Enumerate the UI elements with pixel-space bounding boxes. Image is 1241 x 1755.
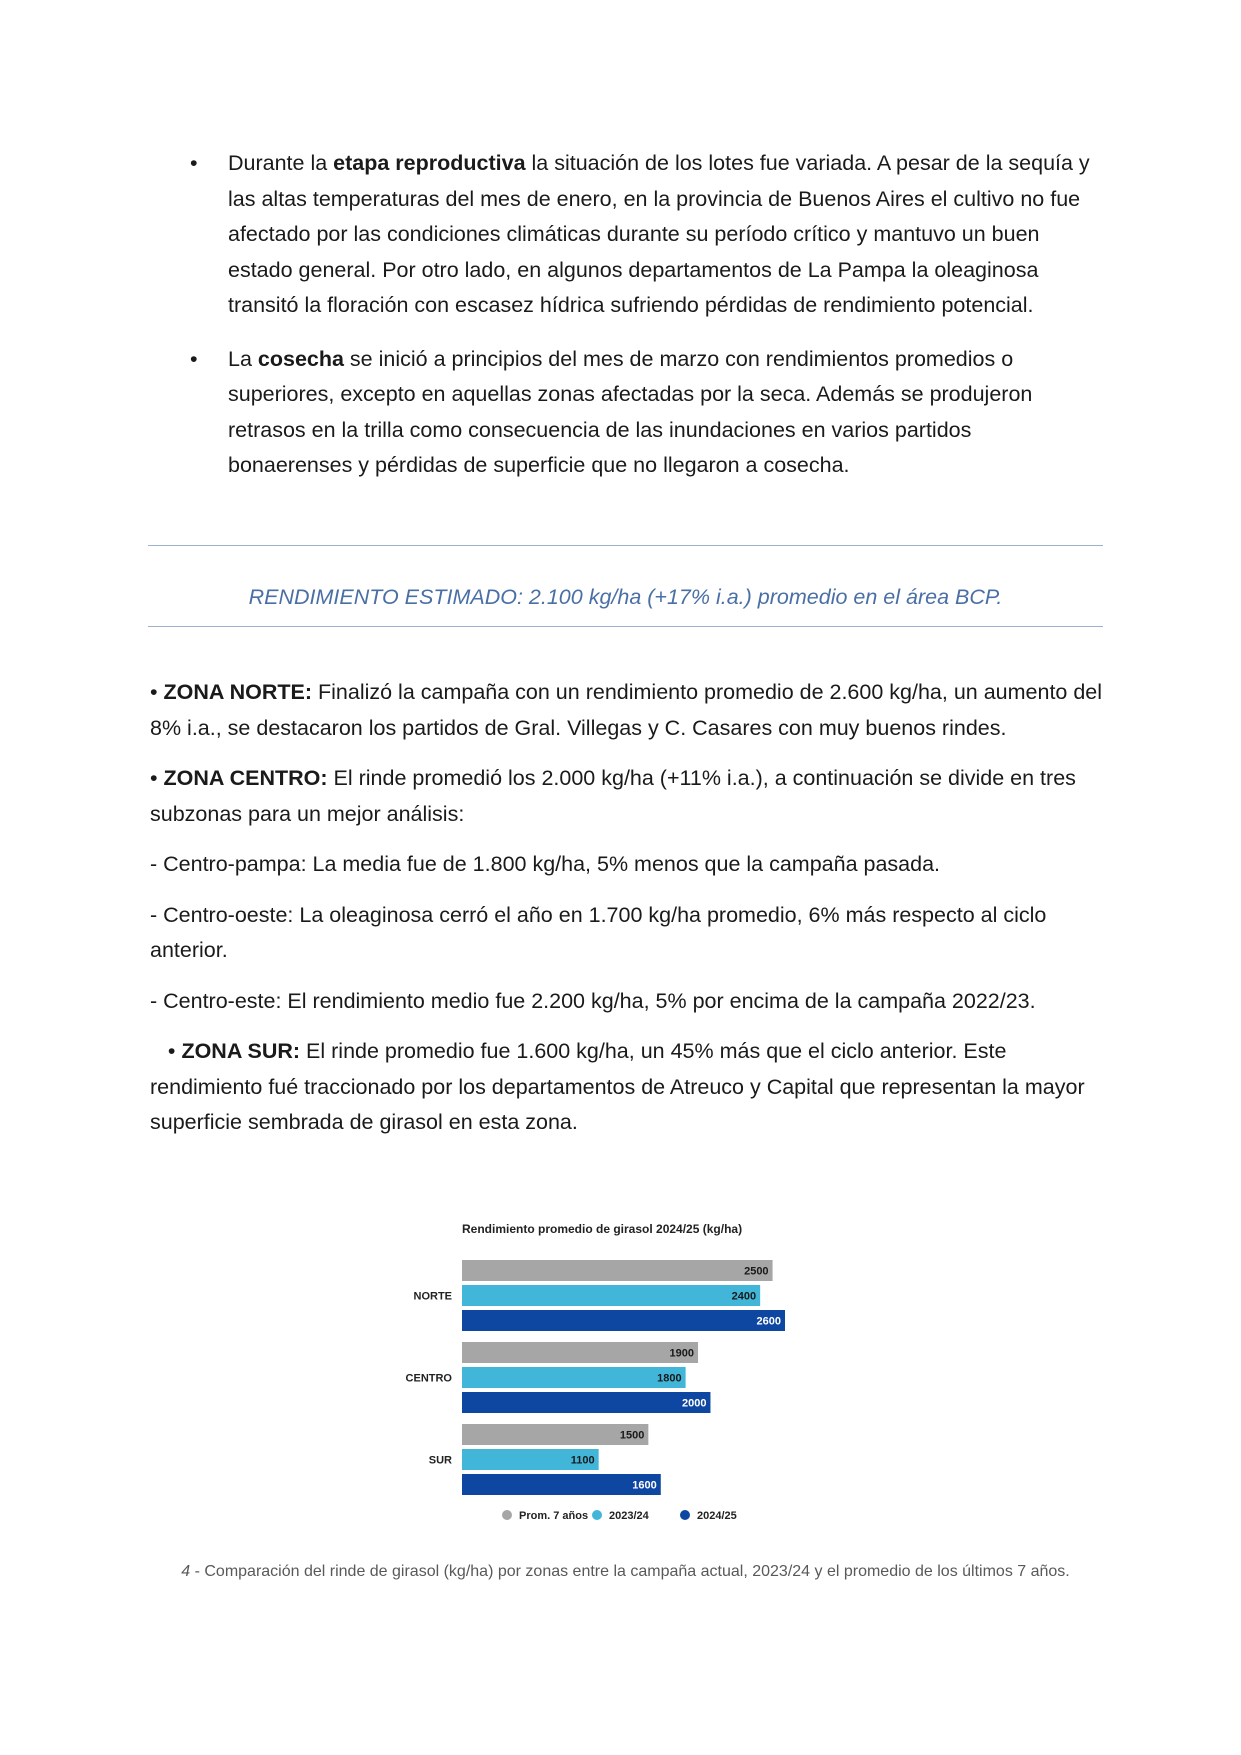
bullet-reproductive-stage: • Durante la etapa reproductiva la situación de los lotes fue variada. A pesar de la sequía y las altas temperaturas del mes de enero, en la provincia de Buenos Aires el cultivo no fue afectado por las condiciones climáticas durante su período crítico y mantuvo un buen estado general. Por otro lado, en algunos departamentos de La Pampa la oleaginosa transitó la floración con escasez hídrica sufriendo pérdidas de rendimiento potencial.: [190, 146, 1090, 324]
category-label-centro: CENTRO: [405, 1372, 452, 1385]
subzone-centro-oeste: - Centro-oeste: La oleaginosa cerró el año en 1.700 kg/ha promedio, 6% más respecto al ciclo anterior.: [150, 902, 1047, 962]
yield-bar-chart: [395, 1215, 815, 1545]
legend-label-3: 2024/25: [697, 1510, 737, 1522]
divider-top: [148, 545, 1103, 546]
legend-label-1: Prom. 7 años: [519, 1510, 589, 1522]
bold-term: etapa reproductiva: [333, 151, 526, 175]
divider-bottom: [148, 626, 1103, 627]
chart-title: Rendimiento promedio de girasol 2024/25 (kg/ha): [462, 1222, 743, 1236]
yield-highlight: RENDIMIENTO ESTIMADO: 2.100 kg/ha (+17% i.a.) promedio en el área BCP.: [248, 585, 1003, 609]
bar-norte-1: [462, 1260, 773, 1281]
bar-centro-2: [462, 1367, 686, 1388]
data-label-sur-2: 1100: [570, 1454, 595, 1467]
subzone-centro-pampa: - Centro-pampa: La media fue de 1.800 kg/ha, 5% menos que la campaña pasada.: [150, 852, 941, 876]
data-label-sur-3: 1600: [632, 1479, 657, 1492]
bold-term: cosecha: [257, 346, 344, 371]
subzone-centro-este: - Centro-este: El rendimiento medio fue 2.200 kg/ha, 5% por encima de la campaña 2022/23.: [150, 988, 1036, 1013]
data-label-centro-2: 1800: [657, 1372, 682, 1385]
legend-marker-1: [502, 1510, 512, 1520]
bullet-marker: •: [190, 151, 198, 175]
bullet-marker: •: [190, 346, 198, 371]
figure-number: 4: [181, 1563, 191, 1580]
data-label-norte-3: 2600: [756, 1315, 781, 1328]
chart-svg: [395, 1215, 815, 1545]
data-label-norte-1: 2500: [744, 1265, 769, 1278]
legend-marker-2: [592, 1510, 602, 1520]
bar-centro-3: [462, 1392, 710, 1413]
zone-norte-paragraph: • ZONA NORTE: Finalizó la campaña con un rendimiento promedio de 2.600 kg/ha, un aumento del 8% i.a., se destacaron los partidos de Gral. Villegas y C. Casares con muy buenos rindes.: [150, 680, 1103, 740]
zone-centro-paragraph: • ZONA CENTRO: El rinde promedió los 2.000 kg/ha (+11% i.a.), a continuación se divide en tres subzonas para un mejor análisis:: [150, 766, 1076, 826]
data-label-centro-3: 2000: [681, 1397, 707, 1410]
legend-label-2: 2023/24: [609, 1510, 649, 1522]
legend-marker-3: [680, 1510, 690, 1520]
category-label-norte: NORTE: [413, 1290, 452, 1303]
bar-norte-3: [462, 1310, 785, 1331]
data-label-sur-1: 1500: [619, 1429, 645, 1442]
caption-text: - Comparación del rinde de girasol (kg/ha) por zonas entre la campaña actual, 2023/24 y el promedio de los últimos 7 años.: [190, 1563, 1070, 1580]
bullet-harvest: • La cosecha se inició a principios del mes de marzo con rendimientos promedios o superiores, excepto en aquellas zonas afectadas por la seca. Además se produjeron retrasos en la trilla como consecuencia de las inundaciones en varios partidos bonaerenses y pérdidas de superficie que no llegaron a cosecha.: [190, 342, 1090, 484]
zones-section: [150, 675, 1110, 1156]
category-label-sur: SUR: [428, 1454, 452, 1467]
bar-centro-1: [462, 1342, 698, 1363]
bar-norte-2: [462, 1285, 760, 1306]
data-label-norte-2: 2400: [731, 1290, 757, 1303]
zone-sur-paragraph: • ZONA SUR: El rinde promedio fue 1.600 kg/ha, un 45% más que el ciclo anterior. Este rendimiento fué traccionado por los departamentos de Atreuco y Capital que representan la mayor superficie sembrada de girasol en esta zona.: [150, 1039, 1091, 1134]
figure-caption: [148, 1560, 1103, 1583]
bullet-list: [190, 146, 1090, 502]
data-label-centro-1: 1900: [669, 1347, 695, 1360]
bar-sur-3: [462, 1474, 661, 1495]
